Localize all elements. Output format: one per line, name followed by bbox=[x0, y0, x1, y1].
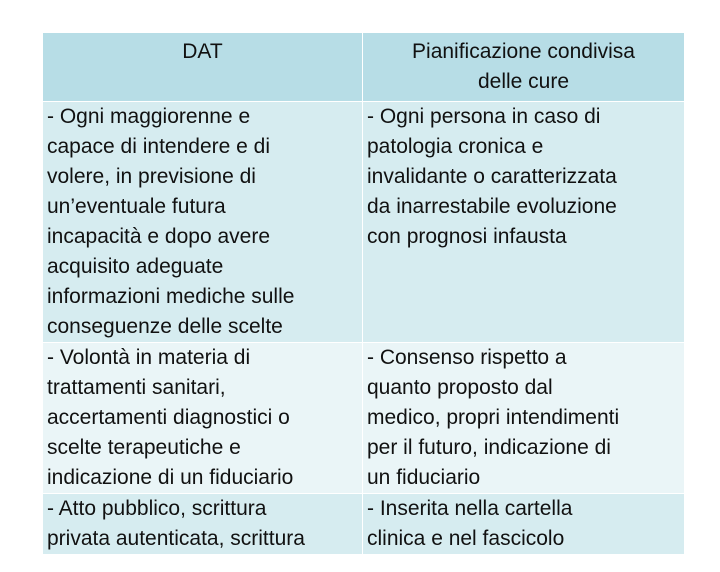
comparison-table-container bbox=[42, 32, 684, 572]
cell-dat-who: - Ogni maggiorenne e capace di intendere e di volere, in previsione di un’eventuale futura incapacità e dopo avere acquisito adeguate informazioni mediche sulle conseguenze delle scelte bbox=[43, 102, 363, 343]
table-row bbox=[43, 102, 685, 343]
cell-pcc-form: - Inserita nella cartella clinica e nel fascicolo bbox=[363, 494, 685, 555]
table-row bbox=[43, 343, 685, 494]
comparison-table bbox=[42, 32, 684, 555]
header-pianificazione: Pianificazione condivisa delle cure bbox=[363, 33, 685, 102]
cell-pcc-who: - Ogni persona in caso di patologia cronica e invalidante o caratterizzata da inarrestabile evoluzione con prognosi infausta bbox=[363, 102, 685, 343]
header-dat: DAT bbox=[43, 33, 363, 102]
header-row bbox=[43, 33, 685, 102]
table-row bbox=[43, 494, 685, 555]
cell-dat-content: - Volontà in materia di trattamenti sanitari, accertamenti diagnostici o scelte terapeutiche e indicazione di un fiduciario bbox=[43, 343, 363, 494]
cell-pcc-content: - Consenso rispetto a quanto proposto dal medico, propri intendimenti per il futuro, indicazione di un fiduciario bbox=[363, 343, 685, 494]
cell-dat-form: - Atto pubblico, scrittura privata autenticata, scrittura bbox=[43, 494, 363, 555]
